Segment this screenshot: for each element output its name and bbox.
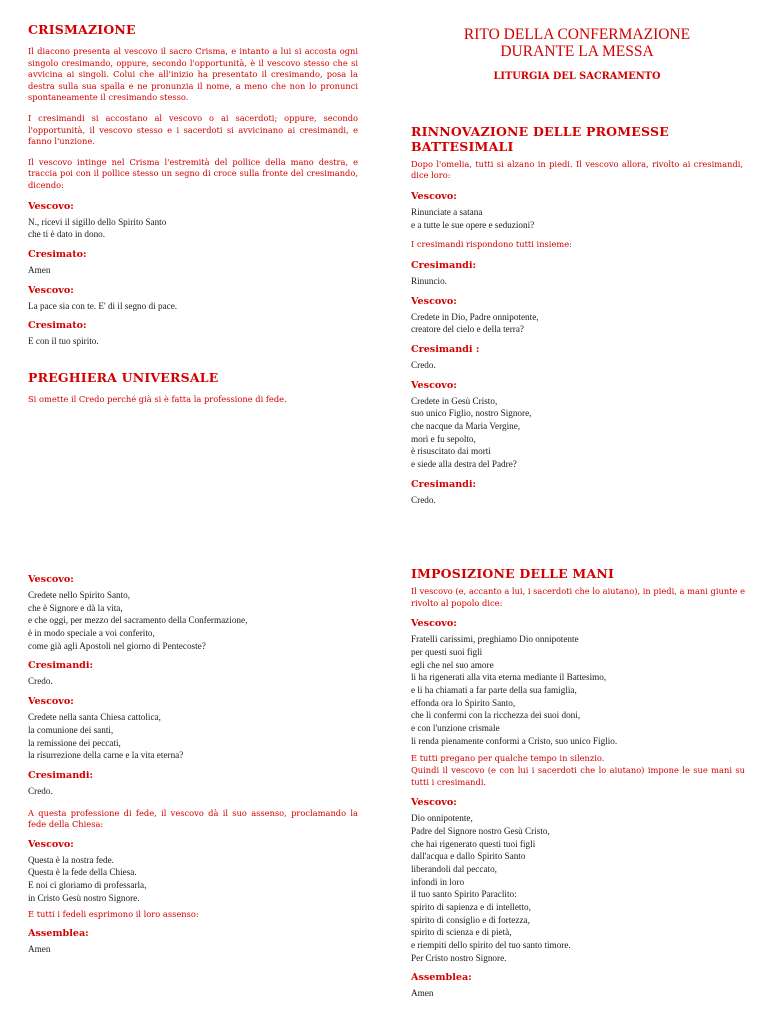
rubric: Il vescovo intinge nel Crisma l'estremità del pollice della mano destra, e traccia poi con il pollice stesso un segno di croce sulla fronte del cresimando, dicendo: (28, 156, 358, 191)
speech-line: Credo. (28, 676, 53, 687)
panel-rinnovazione (411, 22, 743, 510)
speech-line: liberandoli dal peccato, (411, 863, 497, 874)
section-title-preghiera-universale: PREGHIERA UNIVERSALE (28, 370, 219, 386)
speech-line: e li ha chiamati a far parte della sua famiglia, (411, 684, 577, 695)
speaker-label: Cresimandi: (411, 478, 477, 490)
speech-line: creatore del cielo e della terra? (411, 324, 524, 335)
speech-line: Fratelli carissimi, preghiamo Dio onnipotente (411, 634, 579, 645)
speaker-label: Vescovo: (411, 295, 457, 307)
speech-line: Credo. (411, 494, 436, 505)
speech-text (28, 854, 358, 905)
speech-line: e riempiti dello spirito del tuo santo timore. (411, 940, 571, 951)
speaker-label: Assemblea: (411, 972, 472, 984)
speaker-label: Vescovo: (411, 379, 457, 391)
speech-text (28, 216, 358, 241)
speech-line: e che oggi, per mezzo del sacramento della Confermazione, (28, 615, 248, 626)
panel-crismazione (28, 22, 358, 415)
speech-line: spirito di scienza e di pietà, (411, 927, 512, 938)
dialogue-block (28, 928, 358, 956)
speech-text (411, 206, 743, 231)
dialogue-block (411, 260, 743, 507)
section-title-rinnovazione: RINNOVAZIONE DELLE PROMESSE BATTESIMALI (411, 123, 669, 154)
speaker-label: Cresimato: (28, 249, 87, 261)
speech-line: Rinuncio. (411, 275, 447, 286)
speech-line: che è Signore e dà la vita, (28, 602, 123, 613)
dialogue-block (28, 839, 358, 905)
speech-line: Questa è la fede della Chiesa. (28, 867, 137, 878)
speech-text (411, 395, 743, 471)
panel-imposizione-mani (411, 566, 745, 1004)
speaker-label: Vescovo: (411, 797, 457, 809)
speech-line: morì e fu sepolto, (411, 433, 476, 444)
rubric: Il vescovo (e, accanto a lui, i sacerdoti che lo aiutano), in piedi, a mani giunte e rivolto al popolo dice: (411, 586, 745, 608)
speech-line: e siede alla destra del Padre? (411, 459, 517, 470)
speech-text (28, 589, 358, 652)
speaker-label: Vescovo: (28, 284, 74, 296)
speech-text (411, 633, 745, 747)
rubric: Dopo l'omelia, tutti si alzano in piedi. Il vescovo allora, rivolto ai cresimandi, dice loro: (411, 158, 743, 181)
speech-line: la comunione dei santi, (28, 724, 114, 735)
speech-line: è risuscitato dai morti (411, 446, 491, 457)
speech-line: che nacque da Maria Vergine, (411, 421, 521, 432)
speech-line: che ti è dato in dono. (28, 229, 106, 240)
speech-text (28, 675, 358, 688)
speaker-label: Vescovo: (28, 838, 74, 850)
rubric: A questa professione di fede, il vescovo dà il suo assenso, proclamando la fede della Chiesa: (28, 807, 358, 830)
speech-line: li renda pienamente conformi a Cristo, suo unico Figlio. (411, 735, 618, 746)
speech-line: Rinunciate a satana (411, 206, 483, 217)
speech-line: spirito di sapienza e di intelletto, (411, 902, 531, 913)
dialogue-block (28, 201, 358, 348)
rubric: Quindi il vescovo (e con lui i sacerdoti che lo aiutano) impone le sue mani su tutti i cresimandi. (411, 765, 745, 787)
speech-text (411, 311, 743, 336)
speech-line: in Cristo Gesù nostro Signore. (28, 892, 140, 903)
rubric: Il diacono presenta al vescovo il sacro Crisma, e intanto a lui si accosta ogni singolo cresimando, oppure, secondo l'opportunità, è il vescovo stesso che si avvicina ai singoli. Colui che all'inizio ha presentato il cresimando, posa la destra sulla sua spalla e ne pronunzia il nome, a meno che non lo pronunci spontaneamente il cresimando stesso. (28, 46, 358, 103)
speech-text (28, 335, 358, 348)
speech-line: la risurrezione della carne e la vita eterna? (28, 750, 184, 761)
speaker-label: Vescovo: (411, 190, 457, 202)
speech-line: suo unico Figlio, nostro Signore, (411, 408, 532, 419)
section-title-imposizione: IMPOSIZIONE DELLE MANI (411, 566, 615, 581)
speech-text (411, 812, 745, 964)
rubric: Si omette il Credo perché già si è fatta la professione di fede. (28, 394, 287, 405)
speech-line: Dio onnipotente, (411, 813, 473, 824)
speech-line: spirito di consiglio e di fortezza, (411, 914, 530, 925)
rubric: I cresimandi si accostano al vescovo o ai sacerdoti; oppure, secondo l'opportunità, il vescovo stesso e i sacerdoti si avvicinano ai cresimandi, e fanno l'unzione. (28, 113, 358, 147)
section-title-crismazione: CRISMAZIONE (28, 22, 136, 37)
speech-line: effonda ora lo Spirito Santo, (411, 697, 516, 708)
speaker-label: Vescovo: (28, 200, 74, 212)
dialogue-block (411, 191, 743, 231)
speech-line: Per Cristo nostro Signore. (411, 952, 507, 963)
speech-line: N., ricevi il sigillo dello Spirito Santo (28, 216, 167, 227)
speech-text (411, 275, 743, 288)
speaker-label: Cresimato: (28, 320, 87, 332)
speech-line: Credete nella santa Chiesa cattolica, (28, 712, 161, 723)
speech-text (411, 359, 743, 372)
speech-line: Credete nello Spirito Santo, (28, 590, 131, 600)
speech-line: Credete in Dio, Padre onnipotente, (411, 311, 539, 322)
speaker-label: Vescovo: (411, 618, 457, 630)
speaker-label: Cresimandi: (411, 259, 477, 271)
speaker-label: Vescovo: (28, 574, 74, 585)
speech-line: che hai rigenerato questi tuoi figli (411, 838, 536, 849)
speech-line: egli che nel suo amore (411, 659, 494, 670)
speaker-label: Cresimandi: (28, 769, 94, 781)
speech-line: e a tutte le sue opere e seduzioni? (411, 219, 535, 230)
speech-line: Amen (411, 988, 434, 999)
dialogue-block (411, 972, 745, 1000)
speaker-label: Cresimandi: (28, 660, 94, 672)
speech-line: è in modo speciale a voi conferito, (28, 628, 155, 639)
speaker-label: Vescovo: (28, 696, 74, 708)
speech-line: Credo. (28, 785, 53, 796)
speech-line: li ha rigenerati alla vita eterna mediante il Battesimo, (411, 672, 607, 683)
speech-line: come già agli Apostoli nel giorno di Pentecoste? (28, 640, 206, 651)
speech-line: infondi in loro (411, 876, 465, 887)
dialogue-block (411, 797, 745, 964)
speech-text (411, 987, 745, 1000)
panel-professione-fede (28, 566, 358, 960)
speaker-label: Cresimandi : (411, 343, 480, 355)
speech-text (28, 785, 358, 798)
speech-line: Amen (28, 265, 51, 276)
dialogue-block (411, 618, 745, 747)
speech-line: Padre del Signore nostro Gesù Cristo, (411, 825, 550, 836)
speech-text (28, 943, 358, 956)
speech-text (28, 711, 358, 762)
speech-line: la remissione dei peccati, (28, 737, 121, 748)
rubric: E tutti i fedeli esprimono il loro assenso: (28, 908, 199, 919)
speech-text (28, 264, 358, 277)
speech-line: e con l'unzione crismale (411, 723, 500, 734)
speech-line: Credete in Gesù Cristo, (411, 395, 498, 406)
speech-line: Questa è la nostra fede. (28, 854, 114, 865)
rubric: E tutti pregano per qualche tempo in silenzio. (411, 753, 605, 764)
speech-text (411, 494, 743, 507)
speech-line: dall'acqua e dallo Spirito Santo (411, 851, 526, 862)
speech-line: E con il tuo spirito. (28, 336, 99, 347)
speech-line: E noi ci gloriamo di professarla, (28, 880, 147, 891)
speech-line: che li confermi con la ricchezza dei suoi doni, (411, 710, 581, 721)
speech-line: Amen (28, 944, 51, 955)
rubric: I cresimandi rispondono tutti insieme: (411, 239, 572, 250)
speech-line: Credo. (411, 359, 436, 370)
speaker-label: Assemblea: (28, 928, 89, 940)
dialogue-block (28, 574, 358, 798)
speech-text (28, 300, 358, 313)
speech-line: il tuo santo Spirito Paraclito: (411, 889, 517, 900)
speech-line: per questi suoi figli (411, 646, 483, 657)
document-subtitle: LITURGIA DEL SACRAMENTO (493, 70, 661, 82)
speech-line: La pace sia con te. E' di il segno di pace. (28, 300, 178, 311)
document-title: RITO DELLA CONFERMAZIONE DURANTE LA MESSA (463, 26, 691, 61)
